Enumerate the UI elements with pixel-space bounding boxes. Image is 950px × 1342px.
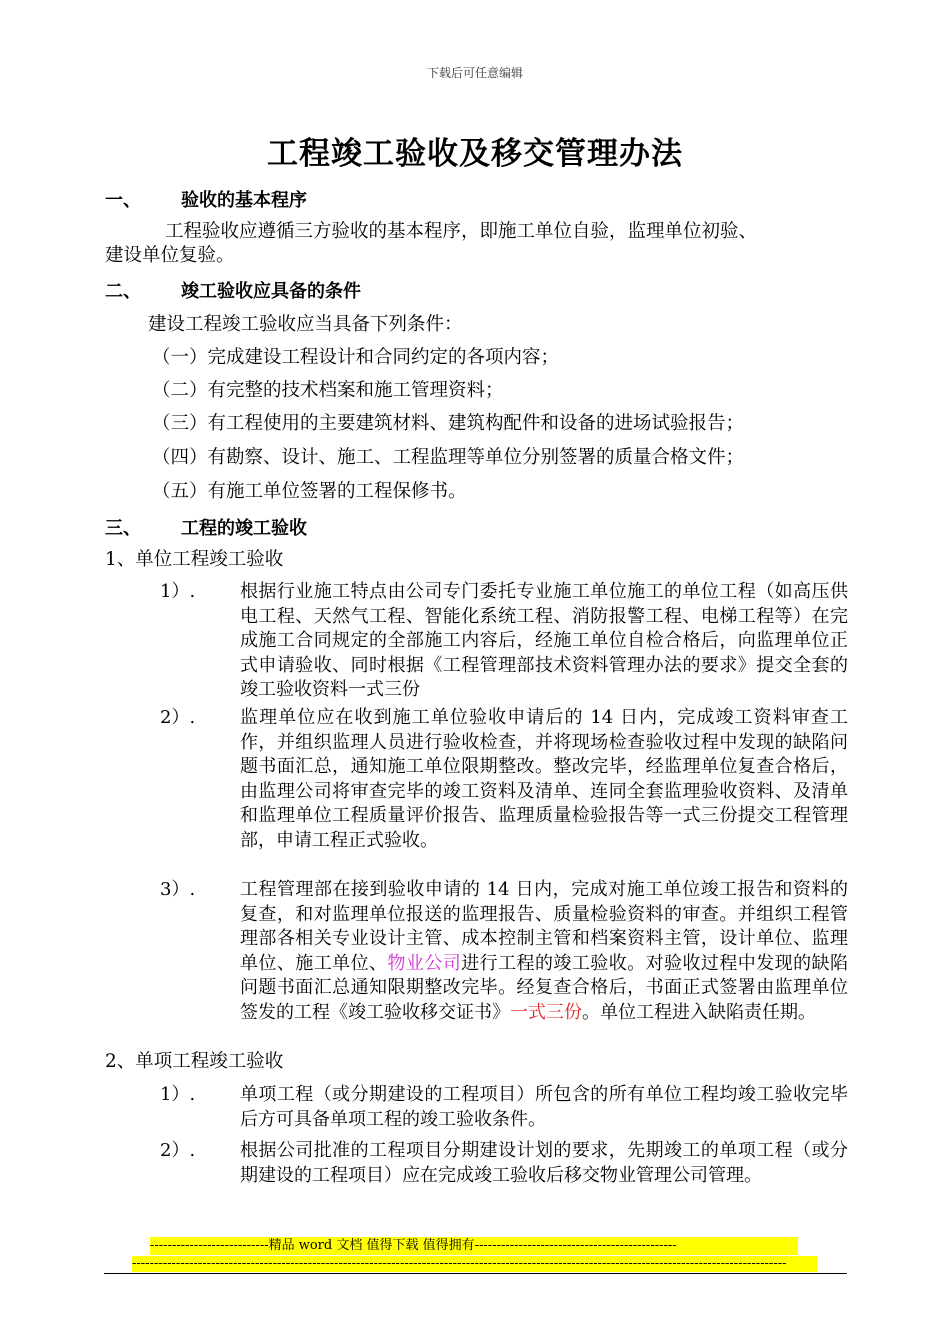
footer-dashes: ----------------------------------------------------------------------------------------------------------------------------------------------------- — [132, 1256, 817, 1272]
section-number: 二、 — [105, 281, 141, 302]
item-number: 3）. — [160, 879, 196, 900]
section-heading-3 — [105, 514, 307, 540]
item-text: 根据公司批准的工程项目分期建设计划的要求，先期竣工的单项工程（或分期建设的工程项目）应在完成竣工验收后移交物业管理公司管理。 — [240, 1140, 848, 1186]
highlighted-text: 物业公司 — [387, 952, 462, 974]
item-number: 1）. — [160, 1084, 196, 1105]
condition-item: （五）有施工单位签署的工程保修书。 — [152, 481, 467, 502]
item-text: 监理单位应在收到施工单位验收申请后的 14 日内，完成竣工资料审查工作，并组织监理人员进行验收检查，并将现场检查验收过程中发现的缺陷问题书面汇总，通知施工单位限期整改。整改完毕，经监理单位复查合格后，由监理公司将审查完毕的竣工资料及清单、连同全套监理验收资料、及清单和监理单位工程质量评价报告、监理质量检验报告等一式三份提交工程管理部，申请工程正式验收。 — [240, 707, 848, 851]
footer-banner: ---------------------------精品 word 文档 值得下载 值得拥有---------------------------------------------- — [150, 1237, 798, 1255]
footer-rule — [104, 1273, 847, 1274]
item-number: 1）. — [160, 581, 196, 602]
section-heading-2 — [105, 277, 361, 303]
section-heading-1 — [105, 186, 307, 212]
condition-item: （一）完成建设工程设计和合同约定的各项内容； — [152, 347, 560, 368]
highlighted-text: 一式三份 — [510, 1001, 582, 1023]
section-title: 竣工验收应具备的条件 — [181, 281, 361, 302]
item-text-part: 进行工程的竣工验收。对验收过程中发现的缺陷问题书面汇总通知限期整改完毕。经复查合格后，书面正式签署由监理单位签发的工程《竣工验收移交证书》 — [240, 952, 848, 1023]
condition-item: （三）有工程使用的主要建筑材料、建筑构配件和设备的进场试验报告； — [152, 413, 745, 434]
item-text: 单项工程（或分期建设的工程项目）所包含的所有单位工程均竣工验收完毕后方可具备单项工程的竣工验收条件。 — [240, 1084, 848, 1130]
item-number: 2）. — [160, 707, 196, 728]
condition-item: （二）有完整的技术档案和施工管理资料； — [152, 380, 504, 401]
subsection-heading-1: 1、单位工程竣工验收 — [105, 549, 284, 570]
item-text-part: 工程管理部在接到验收申请的 14 日内，完成对施工单位竣工报告和资料的复查，和对监理单位报送的监理报告、质量检验资料的审查。并组织工程管理部各相关专业设计主管、成本控制主管和档案资料主管，设计单位、监理单位、施工单位、 — [240, 879, 848, 974]
document-title: 工程竣工验收及移交管理办法 — [267, 136, 683, 172]
section-number: 一、 — [105, 190, 141, 211]
item-number: 2）. — [160, 1140, 196, 1161]
condition-item: （四）有勘察、设计、施工、工程监理等单位分别签署的质量合格文件； — [152, 447, 745, 468]
paragraph-line: 工程验收应遵循三方验收的基本程序，即施工单位自验，监理单位初验、 — [165, 221, 758, 242]
subsection-heading-2: 2、单项工程竣工验收 — [105, 1051, 284, 1072]
header-note: 下载后可任意编辑 — [426, 66, 523, 80]
item-text-part: 。单位工程进入缺陷责任期。 — [582, 1001, 816, 1023]
item-text: 根据行业施工特点由公司专门委托专业施工单位施工的单位工程（如高压供电工程、天然气工程、智能化系统工程、消防报警工程、电梯工程等）在完成施工合同规定的全部施工内容后，经施工单位自检合格后，向监理单位正式申请验收、同时根据《工程管理部技术资料管理办法的要求》提交全套的竣工验收资料一式三份 — [240, 581, 848, 700]
paragraph-line: 建设单位复验。 — [105, 245, 235, 266]
section-title: 工程的竣工验收 — [181, 518, 307, 539]
section-title: 验收的基本程序 — [181, 190, 307, 211]
section-number: 三、 — [105, 518, 141, 539]
item-text — [240, 878, 848, 1025]
conditions-intro: 建设工程竣工验收应当具备下列条件： — [148, 314, 463, 335]
